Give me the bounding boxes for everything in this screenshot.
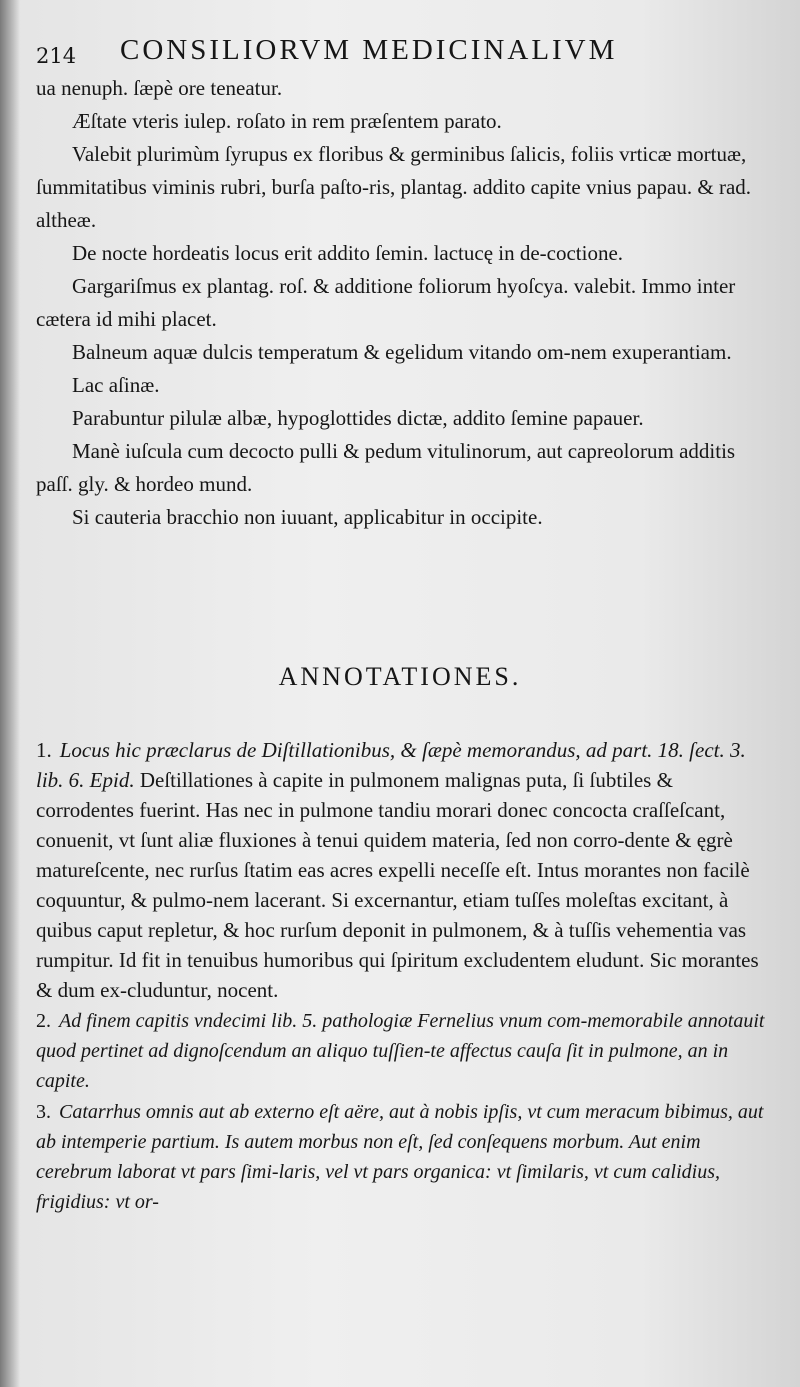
running-title: CONSILIORVM MEDICINALIVM bbox=[120, 34, 618, 66]
annotation-2 bbox=[36, 1006, 768, 1096]
annotation-lemma: Ad finem capitis vndecimi lib. 5. pathologiæ Fernelius vnum com-memorabile annotauit quod pertinet ad dignoſcendum an aliquo tuſſien-te affectus cauſa ſit in pulmone, an in capite. bbox=[36, 1010, 765, 1092]
annotation-number: 2. bbox=[36, 1010, 51, 1032]
paragraph: De nocte hordeatis locus erit addito ſemin. lactucę in de-coctione. bbox=[72, 241, 624, 265]
paragraph: Gargariſmus ex plantag. roſ. & additione foliorum hyoſcya. valebit. Immo inter cætera id mihi placet. bbox=[36, 274, 736, 331]
paragraph: Lac aſinæ. bbox=[72, 373, 160, 397]
paragraph: Si cauteria bracchio non iuuant, applicabitur in occipite. bbox=[72, 505, 543, 529]
annotation-lemma: Catarrhus omnis aut ab externo eſt aëre, aut à nobis ipſis, vt cum meracum bibimus, aut ab intemperie partium. Is autem morbus non eſt, ſed conſequens morbum. Aut enim cerebrum laborat vt pars ſimi-laris, vel vt pars organica: vt ſimilaris, vt cum calidius, frigidius: vt or- bbox=[36, 1101, 764, 1213]
annotation-1 bbox=[36, 735, 768, 1005]
section-title: ANNOTATIONES. bbox=[278, 662, 522, 691]
annotation-body: Deſtillationes à capite in pulmonem malignas puta, ſi ſubtiles & corrodentes fuerint. Has nec in pulmone tandiu morari donec concocta craſſeſcant, conuenit, vt ſunt aliæ fluxiones à tenui quidem materia, ſed non corro-dente & ęgrè matureſcente, nec rurſus ſtatim eas acres expelli neceſſe eſt. Intus morantes non facilè coquuntur, & pulmo-nem lacerant. Si excernantur, etiam tuſſes moleſtas excitant, à quibus caput repletur, & hoc rurſum deponit in pulmonem, & à tuſſis vehementia vas rumpitur. Id fit in tenuibus humoribus qui ſpiritum excludentem eludunt. Sic morantes & dum ex-cluduntur, nocent. bbox=[36, 768, 759, 1002]
annotation-lemma: Locus hic præclarus de Diſtillationibus, & ſæpè memorandus, ad part. 18. ſect. 3. lib. 6. Epid. bbox=[36, 738, 746, 792]
annotations bbox=[36, 735, 768, 1218]
paragraph: Æſtate vteris iulep. roſato in rem præſentem parato. bbox=[72, 109, 502, 133]
page-number: 214 bbox=[36, 44, 77, 68]
paragraph: ua nenuph. ſæpè ore teneatur. bbox=[36, 76, 283, 100]
annotation-number: 1. bbox=[36, 738, 52, 762]
annotation-3 bbox=[36, 1097, 768, 1217]
paragraph: Parabuntur pilulæ albæ, hypoglottides dictæ, addito ſemine papauer. bbox=[72, 406, 644, 430]
paragraph: Valebit plurimùm ſyrupus ex floribus & germinibus ſalicis, foliis vrticæ mortuæ, ſummitatibus viminis rubri, burſa paſto-ris, plantag. addito capite vnius papau. & rad. altheæ. bbox=[36, 142, 752, 232]
paragraph: Manè iuſcula cum decocto pulli & pedum vitulinorum, aut capreolorum additis paſſ. gly. & hordeo mund. bbox=[36, 439, 736, 496]
main-text bbox=[36, 72, 768, 534]
annotation-number: 3. bbox=[36, 1101, 51, 1123]
page-gutter-shadow bbox=[0, 0, 20, 1387]
paragraph: Balneum aquæ dulcis temperatum & egelidum vitando om-nem exuperantiam. bbox=[72, 340, 732, 364]
